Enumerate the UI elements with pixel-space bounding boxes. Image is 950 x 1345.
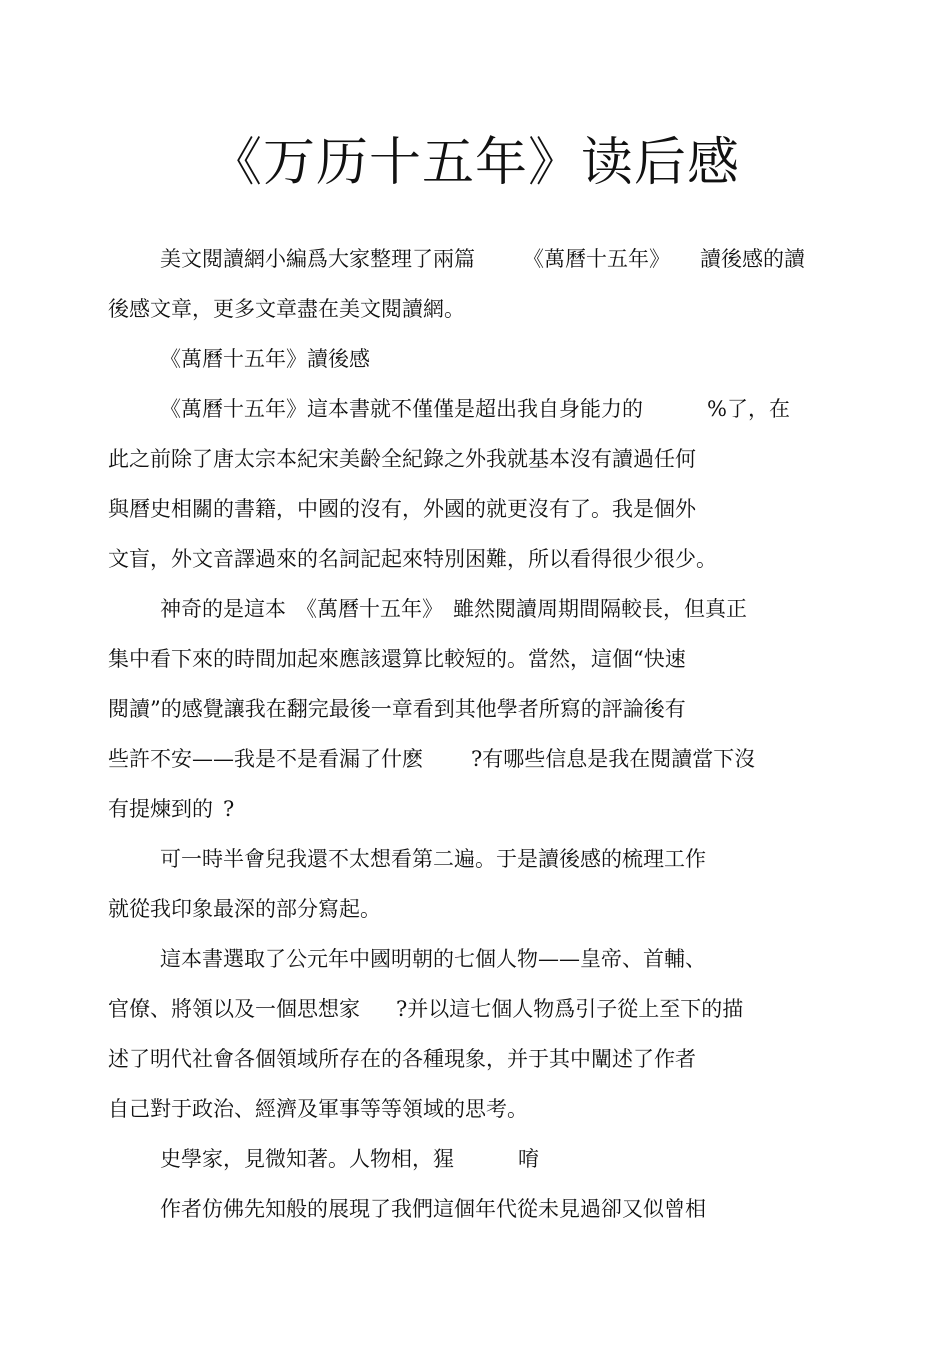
paragraph-line xyxy=(160,844,706,874)
text-segment: 唷 xyxy=(518,1147,539,1171)
text-segment: %了，在 xyxy=(707,397,790,421)
text-segment: 官僚、將領以及一個思想家 xyxy=(108,997,360,1021)
text-segment: 自己對于政治、經濟及軍事等等領域的思考。 xyxy=(108,1097,528,1121)
paragraph-line xyxy=(108,1094,528,1124)
paragraph-line xyxy=(160,944,706,974)
text-segment: 雖然閱讀周期間隔較長，但真正 xyxy=(453,597,747,621)
paragraph-line xyxy=(108,744,755,774)
text-segment: 後感文章，更多文章盡在美文閱讀網。 xyxy=(108,297,465,321)
text-segment: 有提煉到的 xyxy=(108,797,213,821)
text-segment: 讀後感的讀 xyxy=(700,247,805,271)
text-segment: 與曆史相關的書籍，中國的沒有，外國的就更沒有了。我是個外 xyxy=(108,497,696,521)
text-segment: 《萬曆十五年》讀後感 xyxy=(160,347,370,371)
text-segment: ? xyxy=(223,797,235,821)
text-segment: 閱讀”的感覺讓我在翻完最後一章看到其他學者所寫的評論後有 xyxy=(108,697,686,721)
text-segment: 作者仿佛先知般的展現了我們這個年代從未見過卻又似曾相 xyxy=(160,1197,706,1221)
paragraph-line xyxy=(160,1194,706,1224)
paragraph-line xyxy=(108,794,234,824)
text-segment: 可一時半會兒我還不太想看第二遍。于是讀後感的梳理工作 xyxy=(160,847,706,871)
paragraph-line xyxy=(108,494,696,524)
text-segment: 《萬曆十五年》 xyxy=(296,597,443,621)
paragraph-line xyxy=(108,644,686,674)
paragraph-line xyxy=(108,894,381,924)
text-segment: 神奇的是這本 xyxy=(160,597,286,621)
text-segment: 史學家，見微知著。人物相，猩 xyxy=(160,1147,454,1171)
paragraph-line xyxy=(160,344,370,374)
text-segment: 就從我印象最深的部分寫起。 xyxy=(108,897,381,921)
text-segment: 這本書選取了公元年中國明朝的七個人物——皇帝、首輔、 xyxy=(160,947,706,971)
text-segment: 述了明代社會各個領域所存在的各種現象，并于其中闡述了作者 xyxy=(108,1047,696,1071)
paragraph-line xyxy=(160,1144,539,1174)
text-segment: 美文閱讀網小編爲大家整理了兩篇 xyxy=(160,247,475,271)
paragraph-line xyxy=(108,544,717,574)
text-segment: 此之前除了唐太宗本紀宋美齡全紀錄之外我就基本沒有讀過任何 xyxy=(108,447,696,471)
text-segment: 《萬曆十五年》 xyxy=(523,247,670,271)
paragraph-line xyxy=(108,294,465,324)
paragraph-line xyxy=(108,1044,696,1074)
paragraph-line xyxy=(108,444,696,474)
paragraph-line xyxy=(160,244,805,274)
text-segment: ?并以這七個人物爲引子從上至下的描 xyxy=(396,997,744,1021)
text-segment: 集中看下來的時間加起來應該還算比較短的。當然，這個“快速 xyxy=(108,647,686,671)
paragraph-line xyxy=(108,994,743,1024)
text-segment: 文盲，外文音譯過來的名詞記起來特別困難，所以看得很少很少。 xyxy=(108,547,717,571)
paragraph-line xyxy=(108,694,686,724)
document-title: 《万历十五年》读后感 xyxy=(209,133,740,193)
paragraph-line xyxy=(160,394,790,424)
paragraph-line xyxy=(160,594,747,624)
text-segment: 些許不安——我是不是看漏了什麽 xyxy=(108,747,423,771)
text-segment: 《萬曆十五年》這本書就不僅僅是超出我自身能力的 xyxy=(160,397,643,421)
text-segment: ?有哪些信息是我在閱讀當下沒 xyxy=(471,747,756,771)
